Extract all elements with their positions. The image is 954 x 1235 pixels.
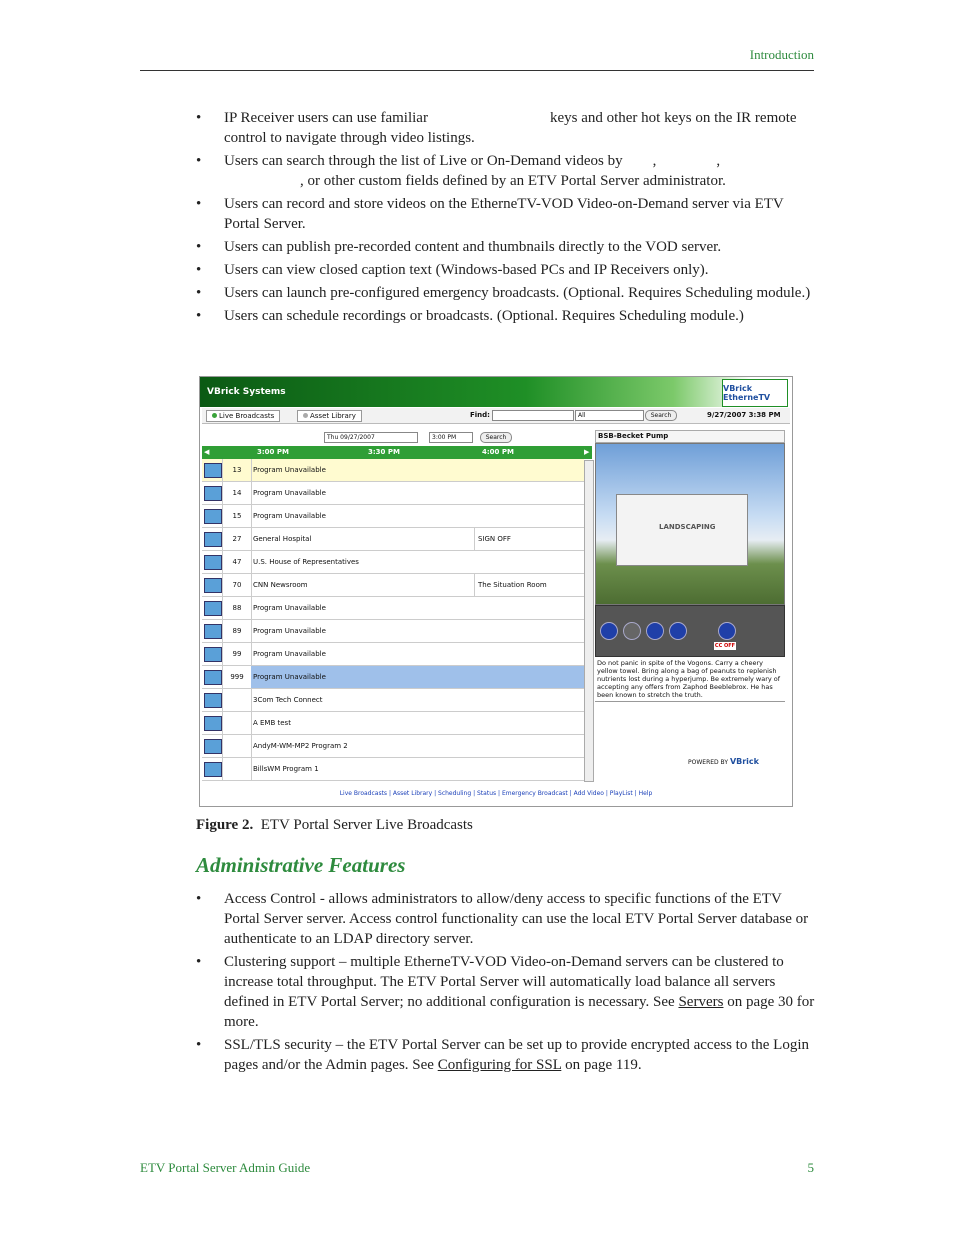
guide-row[interactable]: 14 Program Unavailable	[202, 482, 584, 505]
bullet-item: • Users can view closed caption text (Windows-based PCs and IP Receivers only).	[196, 262, 709, 278]
channel-icon	[204, 509, 222, 524]
bullet-item: • Users can launch pre-configured emergency broadcasts. (Optional. Requires Scheduling module.)	[196, 285, 811, 301]
tab-active-icon	[212, 413, 217, 418]
tab-asset-library[interactable]: Asset Library	[297, 410, 362, 422]
guide-row[interactable]: 13 Program Unavailable	[202, 459, 584, 482]
guide-scrollbar[interactable]	[584, 460, 594, 782]
live-broadcasts-screenshot	[199, 376, 793, 807]
guide-row[interactable]: AndyM-WM-MP2 Program 2	[202, 735, 584, 758]
bullet-item: • Users can search through the list of Live or On-Demand videos by , , , or other custom fields defined by an ETV Portal Server administrator.	[196, 153, 726, 189]
guide-row-selected[interactable]: 999 Program Unavailable	[202, 666, 584, 689]
tab-live-broadcasts[interactable]: Live Broadcasts	[206, 410, 280, 422]
running-header: Introduction	[749, 47, 814, 62]
tab-inactive-icon	[303, 413, 308, 418]
channel-icon	[204, 555, 222, 570]
bullet-item: • Users can record and store videos on the EtherneTV-VOD Video-on-Demand server via ETV Portal Server.	[196, 196, 784, 232]
guide-row[interactable]: 47 U.S. House of Representatives	[202, 551, 584, 574]
channel-icon	[204, 463, 222, 478]
stop-icon[interactable]	[646, 622, 664, 640]
ssl-link[interactable]: Configuring for SSL	[437, 1057, 562, 1073]
current-datetime: 9/27/2007 3:38 PM	[707, 411, 781, 419]
monitor-icon	[204, 762, 222, 777]
channel-icon	[204, 532, 222, 547]
feature-bullet-list	[196, 108, 816, 329]
guide-row[interactable]: BillsWM Program 1	[202, 758, 584, 781]
play-icon[interactable]	[600, 622, 618, 640]
page-number: 5	[807, 1160, 814, 1175]
find-label: Find:	[470, 411, 490, 419]
guide-row[interactable]: 88 Program Unavailable	[202, 597, 584, 620]
truck-image: LANDSCAPING	[616, 494, 748, 566]
ethernetv-logo: VBrick EtherneTV	[722, 379, 788, 407]
next-time-arrow-icon[interactable]: ▶	[584, 448, 590, 456]
program-description: Do not panic in spite of the Vogons. Carry a cheery yellow towel. Bring along a bag of peanuts to replenish nutrients lost during a hyperjump. Be extremely wary of accepting any offers from Zaphod Beeblebrox. He has been known to stretch the truth.	[595, 657, 785, 702]
channel-icon	[204, 486, 222, 501]
prev-time-arrow-icon[interactable]: ◀	[204, 448, 210, 456]
admin-bullet-list	[196, 889, 816, 1078]
channel-icon	[204, 601, 222, 616]
footer-title: ETV Portal Server Admin Guide	[140, 1160, 311, 1175]
guide-row[interactable]: 3Com Tech Connect	[202, 689, 584, 712]
bullet-item: • IP Receiver users can use familiar keys and other hot keys on the IR remote control to navigate through video listings.	[196, 110, 797, 146]
time-slot: 4:00 PM	[482, 448, 514, 456]
guide-row[interactable]: 70 CNN Newsroom The Situation Room	[202, 574, 584, 597]
closed-caption-toggle[interactable]: CC OFF	[714, 643, 736, 649]
time-header	[202, 446, 592, 459]
time-slot: 3:00 PM	[257, 448, 289, 456]
pause-icon[interactable]	[623, 622, 641, 640]
footer-nav-links[interactable]: Live Broadcasts | Asset Library | Scheduling | Status | Emergency Broadcast | Add Video | PlayList | Help	[339, 790, 653, 797]
bullet-item: • Access Control - allows administrators to allow/deny access to specific functions of the ETV Portal Server server. Access control functionality can use the local ETV Portal Server database or authenticate to an LDAP directory server.	[196, 891, 809, 947]
find-input[interactable]	[492, 410, 574, 421]
channel-icon	[204, 647, 222, 662]
bullet-item: • Users can schedule recordings or broadcasts. (Optional. Requires Scheduling module.)	[196, 308, 744, 324]
volume-icon[interactable]	[718, 622, 736, 640]
search-button[interactable]: Search	[645, 410, 677, 421]
brand-title: VBrick Systems	[207, 387, 286, 397]
find-field-select[interactable]: All	[575, 410, 644, 421]
record-icon[interactable]	[669, 622, 687, 640]
guide-row[interactable]: 27 General Hospital SIGN OFF	[202, 528, 584, 551]
monitor-icon	[204, 693, 222, 708]
date-input[interactable]: Thu 09/27/2007	[324, 432, 418, 443]
guide-row[interactable]: 89 Program Unavailable	[202, 620, 584, 643]
channel-icon	[204, 670, 222, 685]
powered-by: POWERED BY VBrick	[688, 757, 759, 766]
guide-row[interactable]: A EMB test	[202, 712, 584, 735]
preview-panel	[595, 430, 785, 702]
figure-caption: Figure 2. ETV Portal Server Live Broadcasts	[196, 817, 473, 833]
header-rule	[140, 70, 814, 71]
player-controls	[595, 605, 785, 657]
bullet-item: • Clustering support – multiple EtherneTV-VOD Video-on-Demand servers can be clustered to increase total throughput. The ETV Portal Server will automatically load balance all servers defined in ETV Portal Server; no additional configuration is necessary. See Servers on page 30 for more.	[196, 954, 815, 1030]
bullet-item: • SSL/TLS security – the ETV Portal Server can be set up to provide encrypted access to the Login pages and/or the Admin pages. See Configuring for SSL on page 119.	[196, 1037, 809, 1073]
program-guide-grid	[202, 459, 584, 781]
video-preview[interactable]	[595, 443, 785, 605]
bullet-item: • Users can publish pre-recorded content and thumbnails directly to the VOD server.	[196, 239, 722, 255]
guide-row[interactable]: 15 Program Unavailable	[202, 505, 584, 528]
channel-icon	[204, 578, 222, 593]
time-slot: 3:30 PM	[368, 448, 400, 456]
guide-search-button[interactable]: Search	[480, 432, 512, 443]
guide-row[interactable]: 99 Program Unavailable	[202, 643, 584, 666]
time-input[interactable]: 3:00 PM	[429, 432, 473, 443]
monitor-icon	[204, 716, 222, 731]
preview-title: BSB-Becket Pump	[595, 430, 785, 443]
monitor-icon	[204, 739, 222, 754]
section-heading: Administrative Features	[196, 853, 406, 877]
top-nav-bar	[202, 408, 790, 424]
channel-icon	[204, 624, 222, 639]
servers-link[interactable]: Servers	[678, 994, 724, 1010]
app-banner	[200, 377, 792, 407]
